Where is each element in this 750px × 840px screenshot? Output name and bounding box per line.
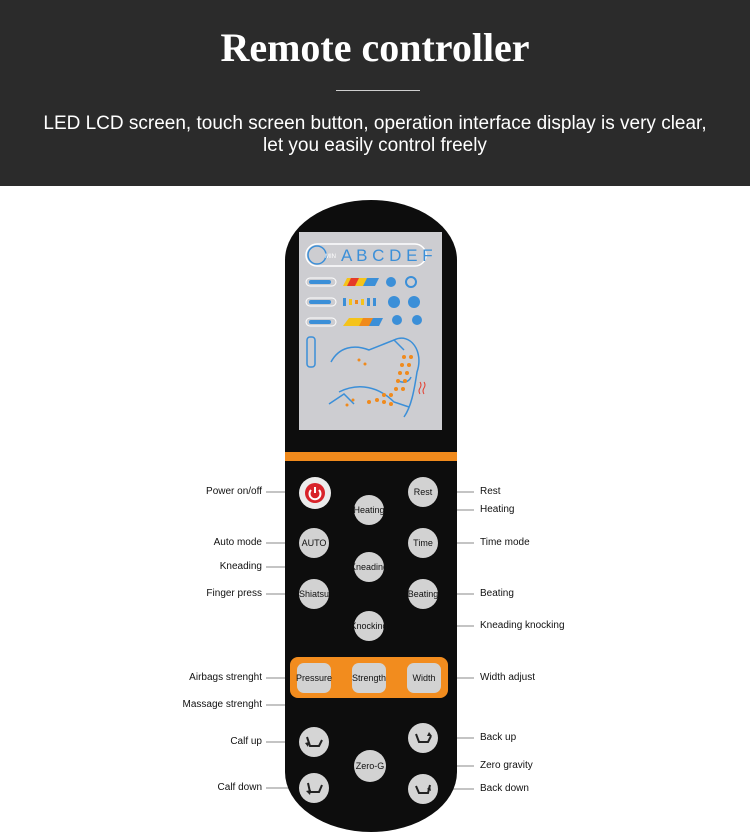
label-kneading-knocking: Kneading knocking [480, 620, 565, 631]
intensity-rows [306, 277, 422, 326]
back-up-button[interactable] [408, 723, 438, 753]
label-auto-mode: Auto mode [213, 537, 262, 548]
back-down-icon [413, 781, 433, 797]
label-beating: Beating [480, 588, 514, 599]
subtitle-line-1: LED LCD screen, touch screen button, operation interface display is very clear, [43, 113, 707, 134]
back-down-button[interactable] [408, 774, 438, 804]
label-finger-press: Finger press [206, 588, 262, 599]
label-time-mode: Time mode [480, 537, 530, 548]
massage-dots [346, 355, 414, 407]
lcd-screen [299, 232, 442, 430]
label-back-up: Back up [480, 732, 517, 743]
label-kneading: Kneading [219, 561, 262, 572]
shiatsu-button[interactable]: Shiatsu [299, 579, 329, 609]
calf-up-icon [304, 734, 324, 750]
calf-up-button[interactable] [299, 727, 329, 757]
beating-button[interactable]: Beating [408, 579, 438, 609]
calf-down-icon [304, 780, 324, 796]
subtitle-line-2: let you easily control freely [263, 135, 487, 156]
orange-stripe [285, 452, 457, 461]
label-rest: Rest [480, 486, 501, 497]
back-up-icon [413, 730, 433, 746]
strength-button[interactable]: Strength [352, 663, 386, 693]
kneading-button[interactable]: Kneading [354, 552, 384, 582]
time-button[interactable]: Time [408, 528, 438, 558]
lcd-display-graphics [299, 232, 442, 430]
heating-button[interactable]: Heating [354, 495, 384, 525]
label-heating: Heating [480, 504, 515, 515]
label-width-adjust: Width adjust [480, 672, 536, 683]
label-airbags-strength: Airbags strenght [189, 672, 262, 683]
page-title: Remote controller [220, 25, 530, 70]
knocking-button[interactable]: Knocking [354, 611, 384, 641]
pressure-button[interactable]: Pressure [297, 663, 331, 693]
rest-button[interactable]: Rest [408, 477, 438, 507]
heat-icon [419, 382, 425, 394]
lcd-min-label: MIN [325, 254, 336, 260]
chair-diagram [307, 337, 419, 417]
power-button[interactable] [299, 477, 331, 509]
lcd-letters: A B C D E F [341, 246, 433, 265]
label-massage-strength: Massage strenght [182, 699, 262, 710]
label-zero-gravity: Zero gravity [480, 760, 533, 771]
label-calf-up: Calf up [230, 736, 262, 747]
auto-button[interactable]: AUTO [299, 528, 329, 558]
zero-g-button[interactable]: Zero-G [354, 750, 386, 782]
power-icon [304, 482, 326, 504]
width-button[interactable]: Width [407, 663, 441, 693]
label-back-down: Back down [480, 783, 529, 794]
label-calf-down: Calf down [217, 782, 262, 793]
label-power: Power on/off [206, 486, 262, 497]
calf-down-button[interactable] [299, 773, 329, 803]
